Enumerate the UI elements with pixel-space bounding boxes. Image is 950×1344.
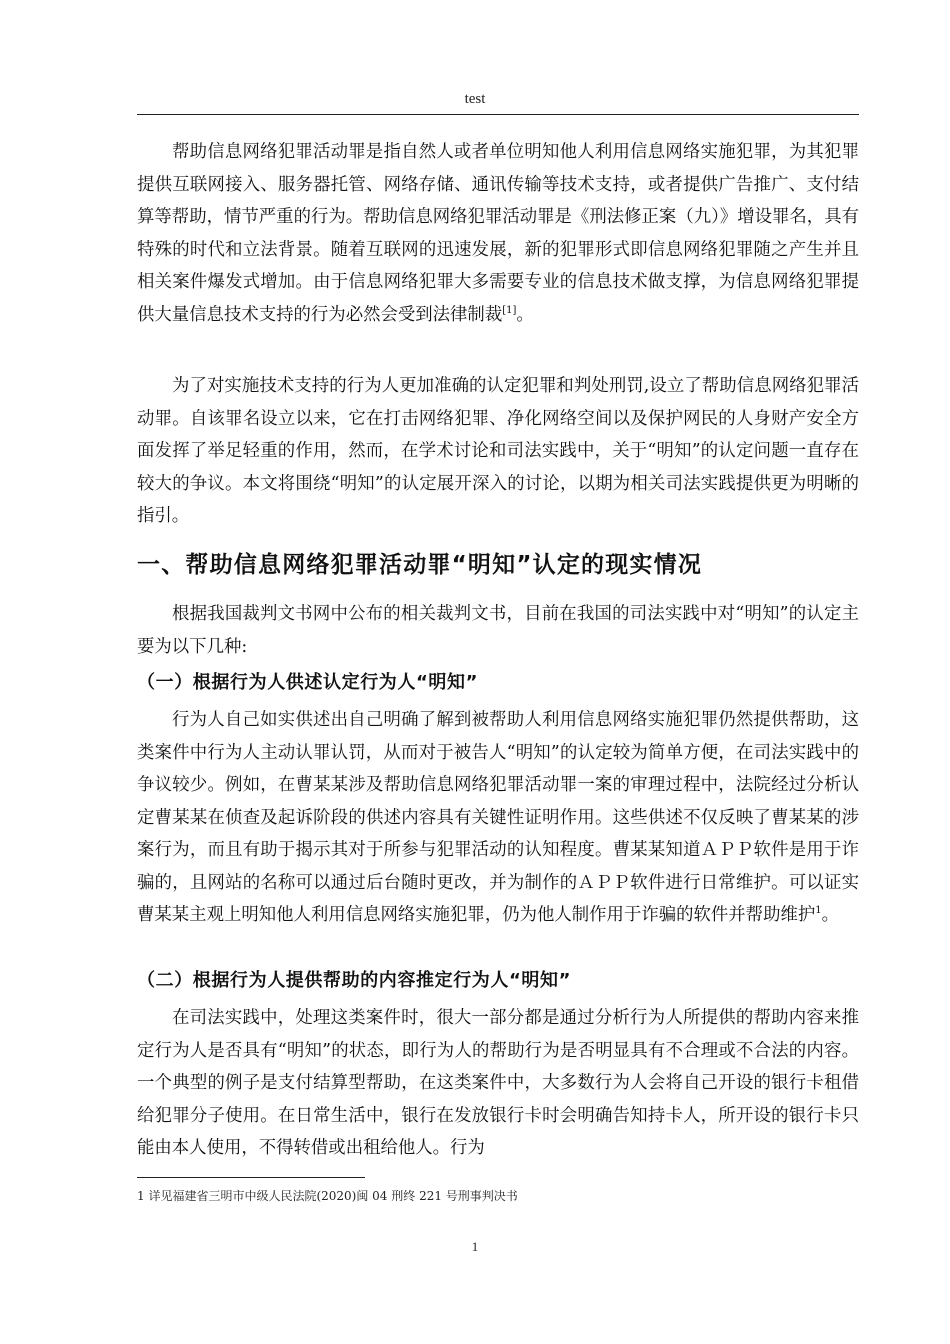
- citation-ref: [1]: [502, 304, 517, 316]
- section-heading-1: 一、帮助信息网络犯罪活动罪“明知”认定的现实情况: [137, 552, 703, 578]
- intro-section-2: [137, 370, 859, 533]
- page-header: test: [464, 91, 486, 107]
- subsection-1: [137, 668, 859, 698]
- subsection-2: [137, 966, 859, 996]
- footnote-divider: [137, 1177, 365, 1178]
- subsection-1-paragraph: [137, 704, 859, 932]
- subsection-1-paragraph-end: 。: [821, 905, 840, 925]
- header-divider: [137, 114, 859, 115]
- intro-paragraph-2: 为了对实施技术支持的行为人更加准确的认定犯罪和判处刑罚,设立了帮助信息网络犯罪活动罪。自该罪名设立以来，它在打击网络犯罪、净化网络空间以及保护网民的人身财产安全方面发挥了举足轻重的作用，然而，在学术讨论和司法实践中，关于“明知”的认定问题一直存在较大的争议。本文将围绕“明知”的认定展开深入的讨论，以期为相关司法实践提供更为明晰的指引。: [137, 376, 859, 526]
- footnote-ref: 1: [815, 905, 822, 916]
- footnote: 1 详见福建省三明市中级人民法院(2020)闽 04 刑终 221 号刑事判决书: [137, 1189, 518, 1203]
- subsection-2-paragraph: 在司法实践中，处理这类案件时，很大一部分都是通过分析行为人所提供的帮助内容来推定行为人是否具有“明知”的状态，即行为人的帮助行为是否明显具有不合理或不合法的内容。一个典型的例子是支付结算型帮助，在这类案件中，大多数行为人会将自己开设的银行卡租借给犯罪分子使用。在日常生活中，银行在发放银行卡时会明确告知持卡人，所开设的银行卡只能由本人使用，不得转借或出租给他人。行为: [137, 1008, 859, 1158]
- subsection-2-body: [137, 1002, 859, 1165]
- subsection-heading-2: （二）根据行为人提供帮助的内容推定行为人“明知”: [137, 970, 572, 991]
- page-number: 1: [471, 1239, 479, 1254]
- section-1-intro-paragraph: 根据我国裁判文书网中公布的相关裁判文书，目前在我国的司法实践中对“明知”的认定主要为以下几种:: [137, 604, 859, 657]
- section-1: [137, 549, 859, 581]
- section-1-intro: [137, 598, 859, 663]
- intro-section: [137, 136, 859, 331]
- intro-paragraph-1-end: 。: [516, 304, 534, 325]
- subsection-heading-1: （一）根据行为人供述认定行为人“明知”: [137, 672, 479, 693]
- subsection-1-paragraph-text: 行为人自己如实供述出自己明确了解到被帮助人利用信息网络实施犯罪仍然提供帮助，这类案件中行为人主动认罪认罚，从而对于被告人“明知”的认定较为简单方便，在司法实践中的争议较少。例如，在曹某某涉及帮助信息网络犯罪活动罪一案的审理过程中，法院经过分析认定曹某某在侦查及起诉阶段的供述内容具有关键性证明作用。这些供述不仅反映了曹某某的涉案行为，而且有助于揭示其对于所参与犯罪活动的认知程度。曹某某知道ＡＰＰ软件是用于诈骗的，且网站的名称可以通过后台随时更改，并为制作的ＡＰＰ软件进行日常维护。可以证实曹某某主观上明知他人利用信息网络实施犯罪，仍为他人制作用于诈骗的软件并帮助维护: [137, 710, 859, 925]
- intro-paragraph-1: [137, 136, 859, 331]
- intro-paragraph-1-text: 帮助信息网络犯罪活动罪是指自然人或者单位明知他人利用信息网络实施犯罪，为其犯罪提供互联网接入、服务器托管、网络存储、通讯传输等技术支持，或者提供广告推广、支付结算等帮助，情节严重的行为。帮助信息网络犯罪活动罪是《刑法修正案（九）》增设罪名，具有特殊的时代和立法背景。随着互联网的迅速发展，新的犯罪形式即信息网络犯罪随之产生并且相关案件爆发式增加。由于信息网络犯罪大多需要专业的信息技术做支撑，为信息网络犯罪提供大量信息技术支持的行为必然会受到法律制裁: [137, 142, 859, 325]
- subsection-1-body: [137, 704, 859, 932]
